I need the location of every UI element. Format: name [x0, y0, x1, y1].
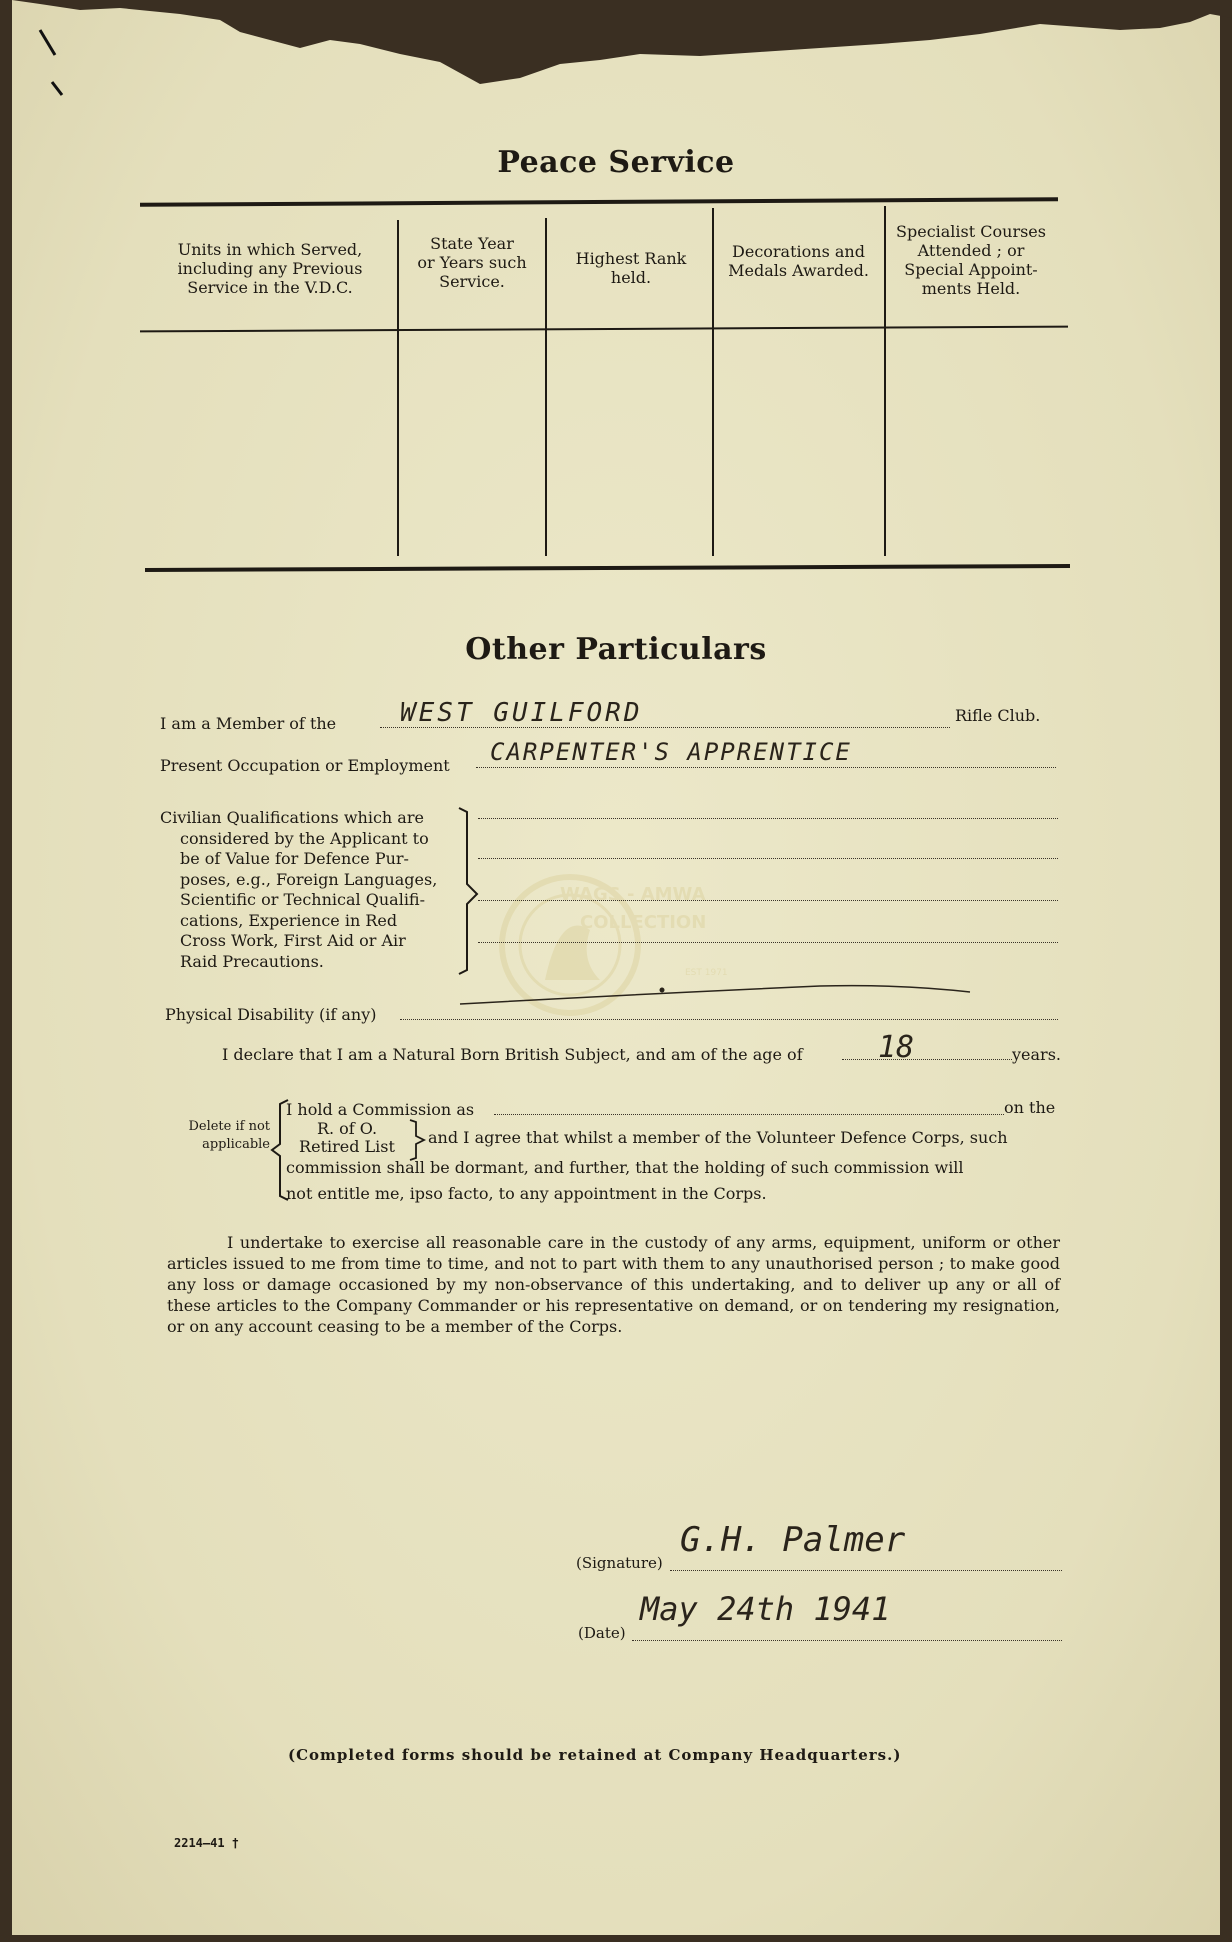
column-header-decorations: Decorations and Medals Awarded.: [728, 242, 869, 280]
age-value: 18: [878, 1030, 915, 1065]
civilian-field-line-4: [478, 942, 1058, 943]
member-label: I am a Member of the: [160, 714, 337, 733]
svg-text:EST 1971: EST 1971: [685, 968, 728, 978]
svg-text:COLLECTION: COLLECTION: [580, 912, 707, 933]
occupation-label: Present Occupation or Employment: [160, 756, 450, 775]
right-brace: [455, 806, 485, 976]
civilian-field-line-1: [478, 818, 1058, 819]
commission-as-label: I hold a Commission as: [286, 1100, 475, 1119]
years-label: years.: [1012, 1045, 1061, 1064]
on-the-label: on the: [1004, 1098, 1056, 1117]
signature-field-line: [670, 1570, 1062, 1571]
signature-label: (Signature): [576, 1554, 663, 1572]
undertaking-paragraph: I undertake to exercise all reasonable care in the custody of any arms, equipment, uniform or other articles issued to me from time to time, and not to part with them to any unauthorised person ; to make good any loss or damage occasioned by my non-observance of this undertaking, and to deliver up any or all of these articles to the Company Commander or his representative on demand, or on tendering my resignation, or on any account ceasing to be a member of the Corps.: [167, 1233, 1060, 1336]
column-divider: [397, 220, 399, 556]
disability-field-line: [400, 1019, 1058, 1020]
column-header-specialist: Specialist Courses Attended ; or Special Appoint- ments Held.: [896, 222, 1046, 298]
dormant-text: commission shall be dormant, and further, that the holding of such commission will: [286, 1158, 964, 1177]
rifle-club-label: Rifle Club.: [955, 706, 1041, 725]
ro-retired-options: R. of O. Retired List: [299, 1119, 395, 1156]
not-entitle-text: not entitle me, ipso facto, to any appointment in the Corps.: [286, 1184, 767, 1203]
signature-value: G.H. Palmer: [680, 1520, 906, 1560]
peace-service-title: Peace Service: [497, 145, 735, 180]
occupation-field-line: [476, 767, 1056, 768]
column-header-rank: Highest Rank held.: [575, 249, 687, 287]
civilian-qualifications-label: Civilian Qualifications which are considered by the Applicant to be of Value for Defence Pur- poses, e.g., Foreign Languages, Scientific or Technical Qualifi- cations, Experience in Red Cross Work, First Aid or Air Raid Precautions.: [160, 808, 438, 971]
date-label: (Date): [578, 1624, 626, 1642]
svg-text:WAGS - AMWA: WAGS - AMWA: [560, 884, 706, 905]
column-divider: [712, 208, 714, 556]
commission-field-line: [494, 1114, 1004, 1115]
column-header-years: State Year or Years such Service.: [417, 234, 527, 291]
disability-label: Physical Disability (if any): [165, 1005, 377, 1024]
civilian-field-line-3: [478, 900, 1058, 901]
column-divider: [545, 218, 547, 556]
civilian-field-line-2: [478, 858, 1058, 859]
other-particulars-title: Other Particulars: [465, 632, 767, 667]
delete-if-not-applicable: Delete if not applicable: [188, 1119, 270, 1152]
declare-label: I declare that I am a Natural Born British Subject, and am of the age of: [222, 1045, 803, 1064]
agree-text: and I agree that whilst a member of the Volunteer Defence Corps, such: [428, 1128, 1008, 1147]
member-value: WEST GUILFORD: [400, 698, 643, 728]
age-field-line: [842, 1059, 1012, 1060]
footer-note: (Completed forms should be retained at Company Headquarters.): [288, 1746, 902, 1764]
disability-dash-stroke: [440, 980, 980, 1010]
small-brace: [408, 1118, 430, 1162]
form-code: 2214—41 †: [174, 1836, 240, 1850]
column-header-units: Units in which Served, including any Previous Service in the V.D.C.: [177, 240, 363, 297]
date-field-line: [632, 1640, 1062, 1641]
occupation-value: CARPENTER'S APPRENTICE: [490, 738, 852, 766]
date-value: May 24th 1941: [640, 1590, 891, 1628]
